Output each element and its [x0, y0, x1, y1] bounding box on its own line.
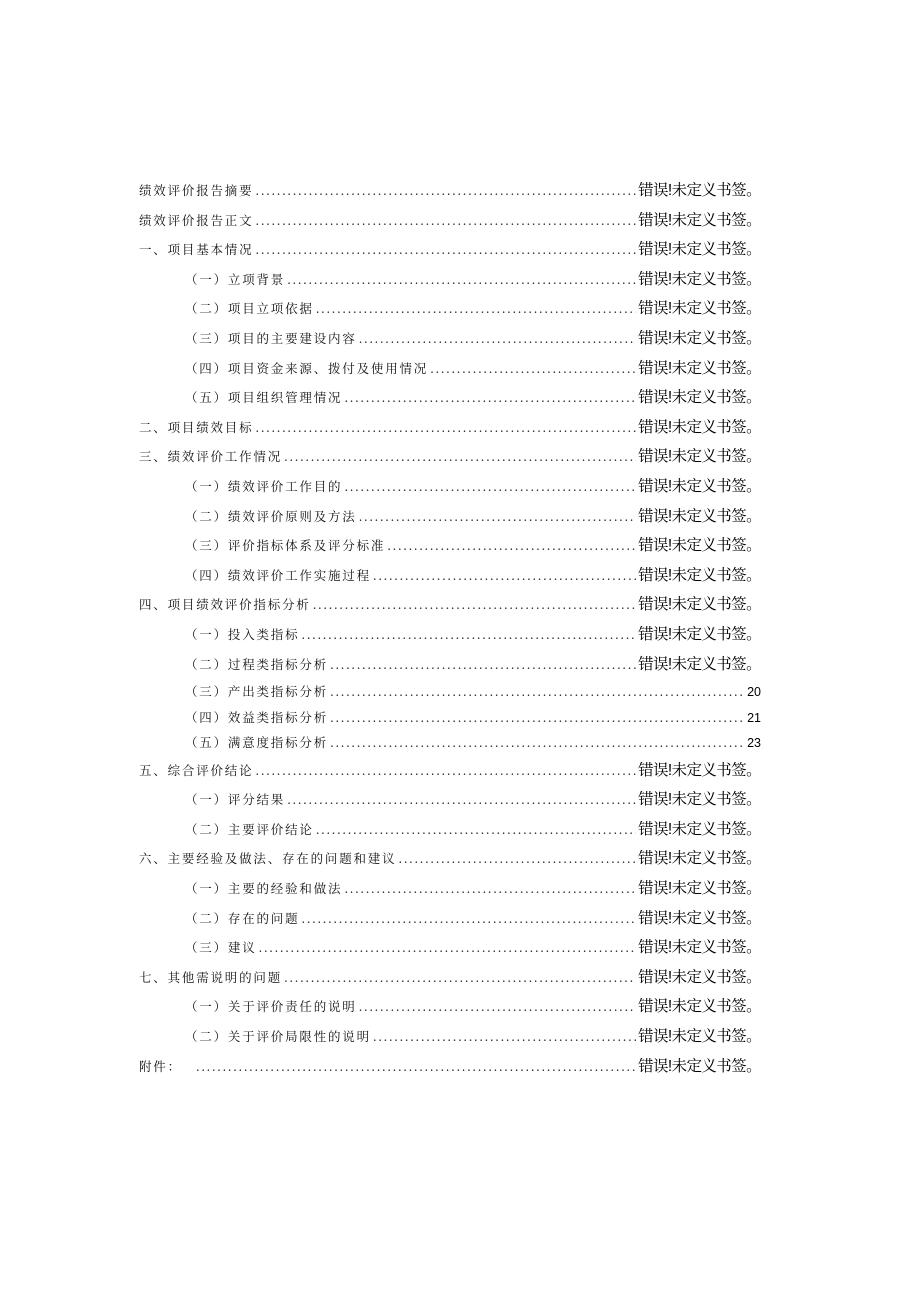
toc-leader-dots — [284, 964, 636, 994]
toc-entry-title: （二）关于评价局限性的说明 — [185, 1028, 371, 1044]
toc-entry[interactable] — [139, 442, 761, 472]
toc-leader-dots — [373, 1023, 636, 1053]
toc-entry[interactable] — [139, 265, 761, 295]
toc-entry-page: 错误!未定义书签。 — [638, 791, 761, 809]
toc-entry-page: 错误!未定义书签。 — [638, 241, 761, 259]
toc-entry-page: 21 — [747, 710, 761, 725]
toc-entry[interactable] — [139, 561, 761, 591]
toc-leader-dots — [255, 414, 636, 444]
toc-leader-dots — [344, 473, 636, 503]
toc-entry[interactable] — [139, 324, 761, 354]
toc-entry-title: （一）评分结果 — [185, 792, 286, 808]
toc-entry[interactable] — [139, 176, 761, 206]
toc-entry-title: （三）项目的主要建设内容 — [185, 330, 357, 346]
toc-entry[interactable] — [139, 1052, 761, 1082]
toc-leader-dots — [255, 236, 636, 266]
toc-leader-dots — [255, 177, 636, 207]
toc-entry-page: 错误!未定义书签。 — [638, 477, 761, 495]
toc-entry[interactable] — [139, 933, 761, 963]
toc-entry-title: 一、项目基本情况 — [139, 242, 254, 258]
toc-leader-dots — [259, 934, 637, 964]
toc-leader-dots — [359, 325, 636, 355]
toc-entry-title: （三）评价指标体系及评分标准 — [185, 538, 386, 554]
toc-leader-dots — [430, 355, 636, 385]
toc-entry-page: 错误!未定义书签。 — [638, 359, 761, 377]
toc-entry-title: （一）绩效评价工作目的 — [185, 478, 343, 494]
toc-entry-title: （二）项目立项依据 — [185, 301, 314, 317]
toc-entry-page: 错误!未定义书签。 — [638, 418, 761, 436]
toc-entry[interactable] — [139, 963, 761, 993]
toc-leader-dots — [398, 845, 636, 875]
toc-entry[interactable] — [139, 383, 761, 413]
toc-entry[interactable] — [139, 502, 761, 532]
toc-leader-dots — [316, 816, 636, 846]
toc-entry-page: 错误!未定义书签。 — [638, 596, 761, 614]
toc-entry-page: 错误!未定义书签。 — [638, 761, 761, 779]
toc-leader-dots — [301, 905, 636, 935]
toc-entry-title: 附件： — [139, 1058, 182, 1074]
toc-leader-dots — [287, 266, 636, 296]
toc-entry-page: 错误!未定义书签。 — [638, 329, 761, 347]
toc-entry-title: （一）立项背景 — [185, 271, 286, 287]
toc-entry-title: （二）存在的问题 — [185, 910, 300, 926]
toc-entry[interactable] — [139, 206, 761, 236]
toc-leader-dots — [344, 875, 636, 905]
toc-entry-page: 错误!未定义书签。 — [638, 968, 761, 986]
toc-entry-title: （二）绩效评价原则及方法 — [185, 508, 357, 524]
table-of-contents — [139, 176, 761, 1081]
toc-entry-page: 20 — [747, 685, 761, 700]
toc-leader-dots — [301, 621, 636, 651]
toc-entry[interactable] — [139, 815, 761, 845]
toc-entry[interactable] — [139, 354, 761, 384]
toc-entry[interactable] — [139, 1022, 761, 1052]
toc-leader-dots — [284, 443, 636, 473]
toc-entry-title: （三）产出类指标分析 — [185, 684, 329, 700]
toc-entry-page: 23 — [747, 736, 761, 751]
toc-entry[interactable] — [139, 992, 761, 1022]
toc-leader-dots — [330, 651, 636, 681]
toc-entry-title: （四）效益类指标分析 — [185, 709, 329, 725]
toc-entry-page: 错误!未定义书签。 — [638, 998, 761, 1016]
toc-entry-title: （四）绩效评价工作实施过程 — [185, 567, 371, 583]
toc-entry-title: （五）满意度指标分析 — [185, 735, 329, 751]
toc-entry-title: 四、项目绩效评价指标分析 — [139, 597, 311, 613]
toc-entry[interactable] — [139, 904, 761, 934]
toc-entry[interactable] — [139, 413, 761, 443]
toc-entry-title: （一）投入类指标 — [185, 626, 300, 642]
toc-entry-page: 错误!未定义书签。 — [638, 820, 761, 838]
toc-leader-dots — [287, 786, 636, 816]
toc-entry[interactable] — [139, 531, 761, 561]
toc-entry-title: （二）过程类指标分析 — [185, 656, 329, 672]
toc-entry-page: 错误!未定义书签。 — [638, 537, 761, 555]
toc-entry-page: 错误!未定义书签。 — [638, 507, 761, 525]
toc-entry-page: 错误!未定义书签。 — [638, 1027, 761, 1045]
toc-entry-page: 错误!未定义书签。 — [638, 448, 761, 466]
toc-entry-title: 五、综合评价结论 — [139, 762, 254, 778]
toc-leader-dots — [330, 731, 745, 757]
toc-entry-page: 错误!未定义书签。 — [638, 850, 761, 868]
toc-entry[interactable] — [139, 756, 761, 786]
toc-entry-page: 错误!未定义书签。 — [638, 182, 761, 199]
toc-entry[interactable] — [139, 705, 761, 731]
toc-entry[interactable] — [139, 235, 761, 265]
toc-entry[interactable] — [139, 730, 761, 756]
toc-entry[interactable] — [139, 620, 761, 650]
toc-entry-page: 错误!未定义书签。 — [638, 939, 761, 957]
toc-entry[interactable] — [139, 294, 761, 324]
toc-entry-page: 错误!未定义书签。 — [638, 270, 761, 288]
toc-entry-title: 三、绩效评价工作情况 — [139, 449, 283, 465]
toc-entry-page: 错误!未定义书签。 — [638, 211, 761, 229]
toc-entry[interactable] — [139, 650, 761, 680]
toc-entry-page: 错误!未定义书签。 — [638, 1057, 761, 1075]
toc-entry-title: 绩效评价报告摘要 — [139, 183, 254, 198]
toc-entry-title: 绩效评价报告正文 — [139, 212, 254, 228]
toc-entry[interactable] — [139, 679, 761, 705]
toc-entry-title: （一）主要的经验和做法 — [185, 880, 343, 896]
toc-leader-dots — [373, 562, 636, 592]
toc-entry-page: 错误!未定义书签。 — [638, 909, 761, 927]
toc-leader-dots — [255, 207, 636, 237]
toc-leader-dots — [196, 1053, 636, 1083]
toc-entry-title: 七、其他需说明的问题 — [139, 969, 283, 985]
toc-entry[interactable] — [139, 874, 761, 904]
toc-entry-title: （四）项目资金来源、拨付及使用情况 — [185, 360, 429, 376]
toc-entry-page: 错误!未定义书签。 — [638, 300, 761, 318]
toc-entry-page: 错误!未定义书签。 — [638, 566, 761, 584]
toc-entry-title: （一）关于评价责任的说明 — [185, 999, 357, 1015]
toc-leader-dots — [344, 384, 636, 414]
toc-entry-page: 错误!未定义书签。 — [638, 879, 761, 897]
toc-entry-page: 错误!未定义书签。 — [638, 655, 761, 673]
toc-entry[interactable] — [139, 472, 761, 502]
toc-leader-dots — [387, 532, 636, 562]
toc-entry-page: 错误!未定义书签。 — [638, 389, 761, 407]
toc-entry-title: （五）项目组织管理情况 — [185, 390, 343, 406]
toc-entry[interactable] — [139, 844, 761, 874]
toc-leader-dots — [255, 757, 636, 787]
toc-leader-dots — [316, 295, 636, 325]
toc-leader-dots — [313, 591, 636, 621]
toc-entry-page: 错误!未定义书签。 — [638, 625, 761, 643]
toc-leader-dots — [359, 503, 636, 533]
toc-entry-title: （三）建议 — [185, 940, 257, 956]
toc-leader-dots — [359, 993, 636, 1023]
toc-entry[interactable] — [139, 590, 761, 620]
toc-entry[interactable] — [139, 785, 761, 815]
toc-leader-dots — [330, 706, 745, 732]
toc-entry-title: （二）主要评价结论 — [185, 821, 314, 837]
toc-leader-dots — [330, 680, 745, 706]
toc-entry-title: 六、主要经验及做法、存在的问题和建议 — [139, 851, 397, 867]
toc-entry-title: 二、项目绩效目标 — [139, 419, 254, 435]
